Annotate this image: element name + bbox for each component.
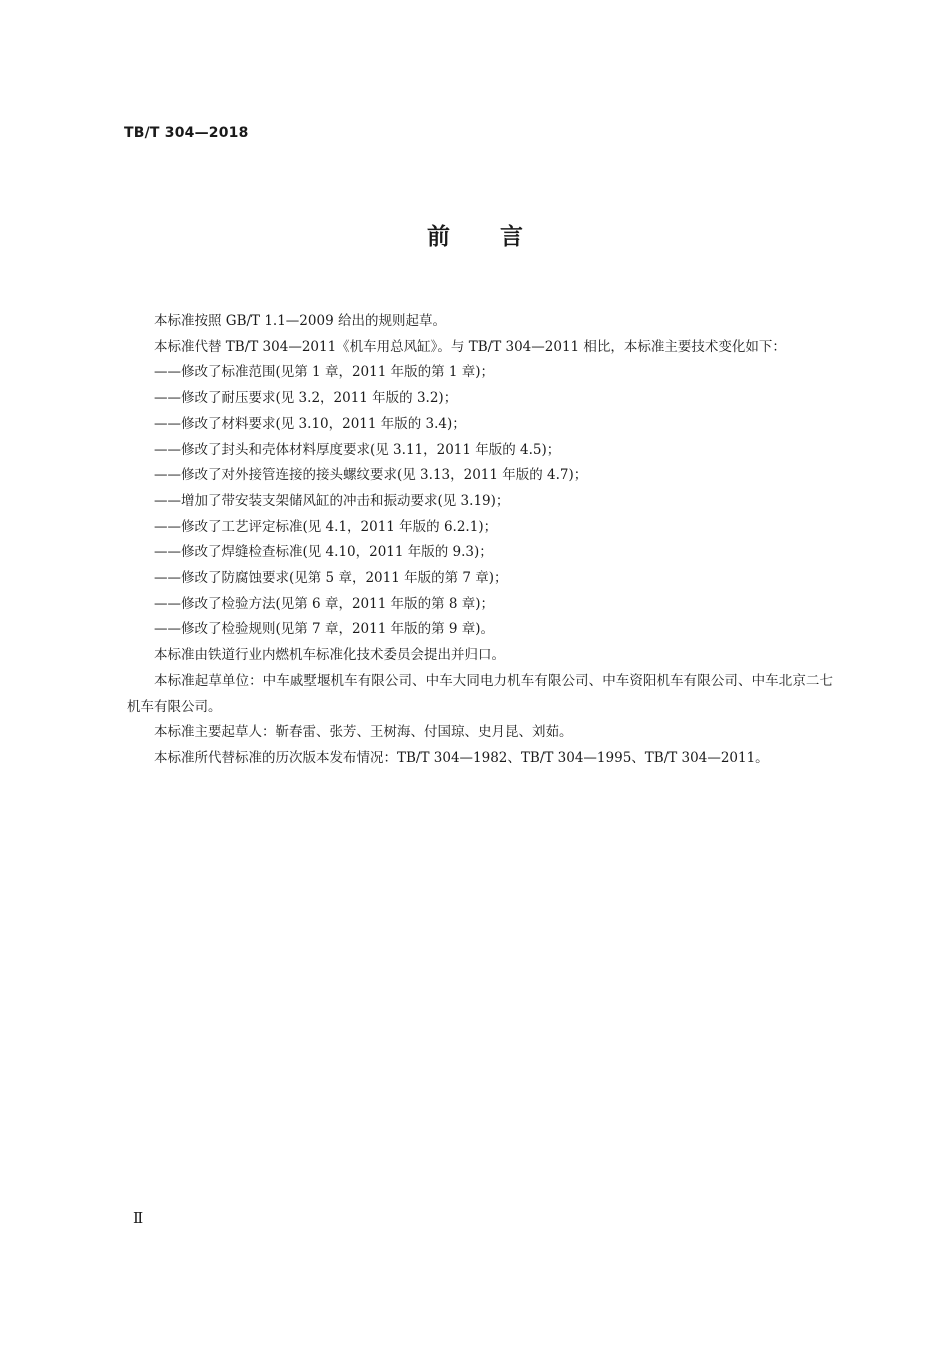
list-item: ——修改了对外接管连接的接头螺纹要求(见 3.13，2011 年版的 4.7)； bbox=[154, 467, 588, 484]
page-title: 前言 bbox=[427, 224, 573, 250]
change-list bbox=[127, 360, 833, 643]
paragraph-version-history: 本标准所代替标准的历次版本发布情况：TB/T 304—1982、TB/T 304—1995、TB/T 304—2011。 bbox=[154, 749, 769, 766]
list-item: ——修改了工艺评定标准(见 4.1，2011 年版的 6.2.1)； bbox=[154, 518, 498, 535]
foreword-body bbox=[127, 309, 833, 772]
list-item: ——修改了检验方法(见第 6 章，2011 年版的第 8 章)； bbox=[154, 595, 495, 612]
list-item: ——修改了封头和壳体材料厚度要求(见 3.11，2011 年版的 4.5)； bbox=[154, 441, 561, 458]
list-item: ——修改了材料要求(见 3.10，2011 年版的 3.4)； bbox=[154, 415, 466, 432]
list-item: ——修改了焊缝检查标准(见 4.10，2011 年版的 9.3)； bbox=[154, 544, 493, 561]
page-number: Ⅱ bbox=[133, 1209, 144, 1227]
list-item: ——修改了标准范围(见第 1 章，2011 年版的第 1 章)； bbox=[154, 364, 495, 381]
list-item: ——修改了耐压要求(见 3.2，2011 年版的 3.2)； bbox=[154, 390, 458, 407]
paragraph-drafters: 本标准主要起草人：靳春雷、张芳、王树海、付国琼、史月昆、刘茹。 bbox=[154, 724, 573, 741]
list-item: ——修改了检验规则(见第 7 章，2011 年版的第 9 章)。 bbox=[154, 621, 495, 638]
document-code: TB/T 304—2018 bbox=[124, 125, 249, 141]
list-item: ——增加了带安装支架储风缸的冲击和振动要求(见 3.19)； bbox=[154, 492, 510, 509]
paragraph-drafting-units: 本标准起草单位：中车戚墅堰机车有限公司、中车大同电力机车有限公司、中车资阳机车有限公司、中车北京二七机车有限公司。 bbox=[127, 672, 833, 715]
paragraph-proposer: 本标准由铁道行业内燃机车标准化技术委员会提出并归口。 bbox=[154, 647, 505, 664]
list-item: ——修改了防腐蚀要求(见第 5 章，2011 年版的第 7 章)； bbox=[154, 570, 508, 587]
paragraph-replacement: 本标准代替 TB/T 304—2011《机车用总风缸》。与 TB/T 304—2011 相比，本标准主要技术变化如下： bbox=[154, 338, 786, 355]
paragraph-drafting-rules: 本标准按照 GB/T 1.1—2009 给出的规则起草。 bbox=[154, 313, 446, 329]
